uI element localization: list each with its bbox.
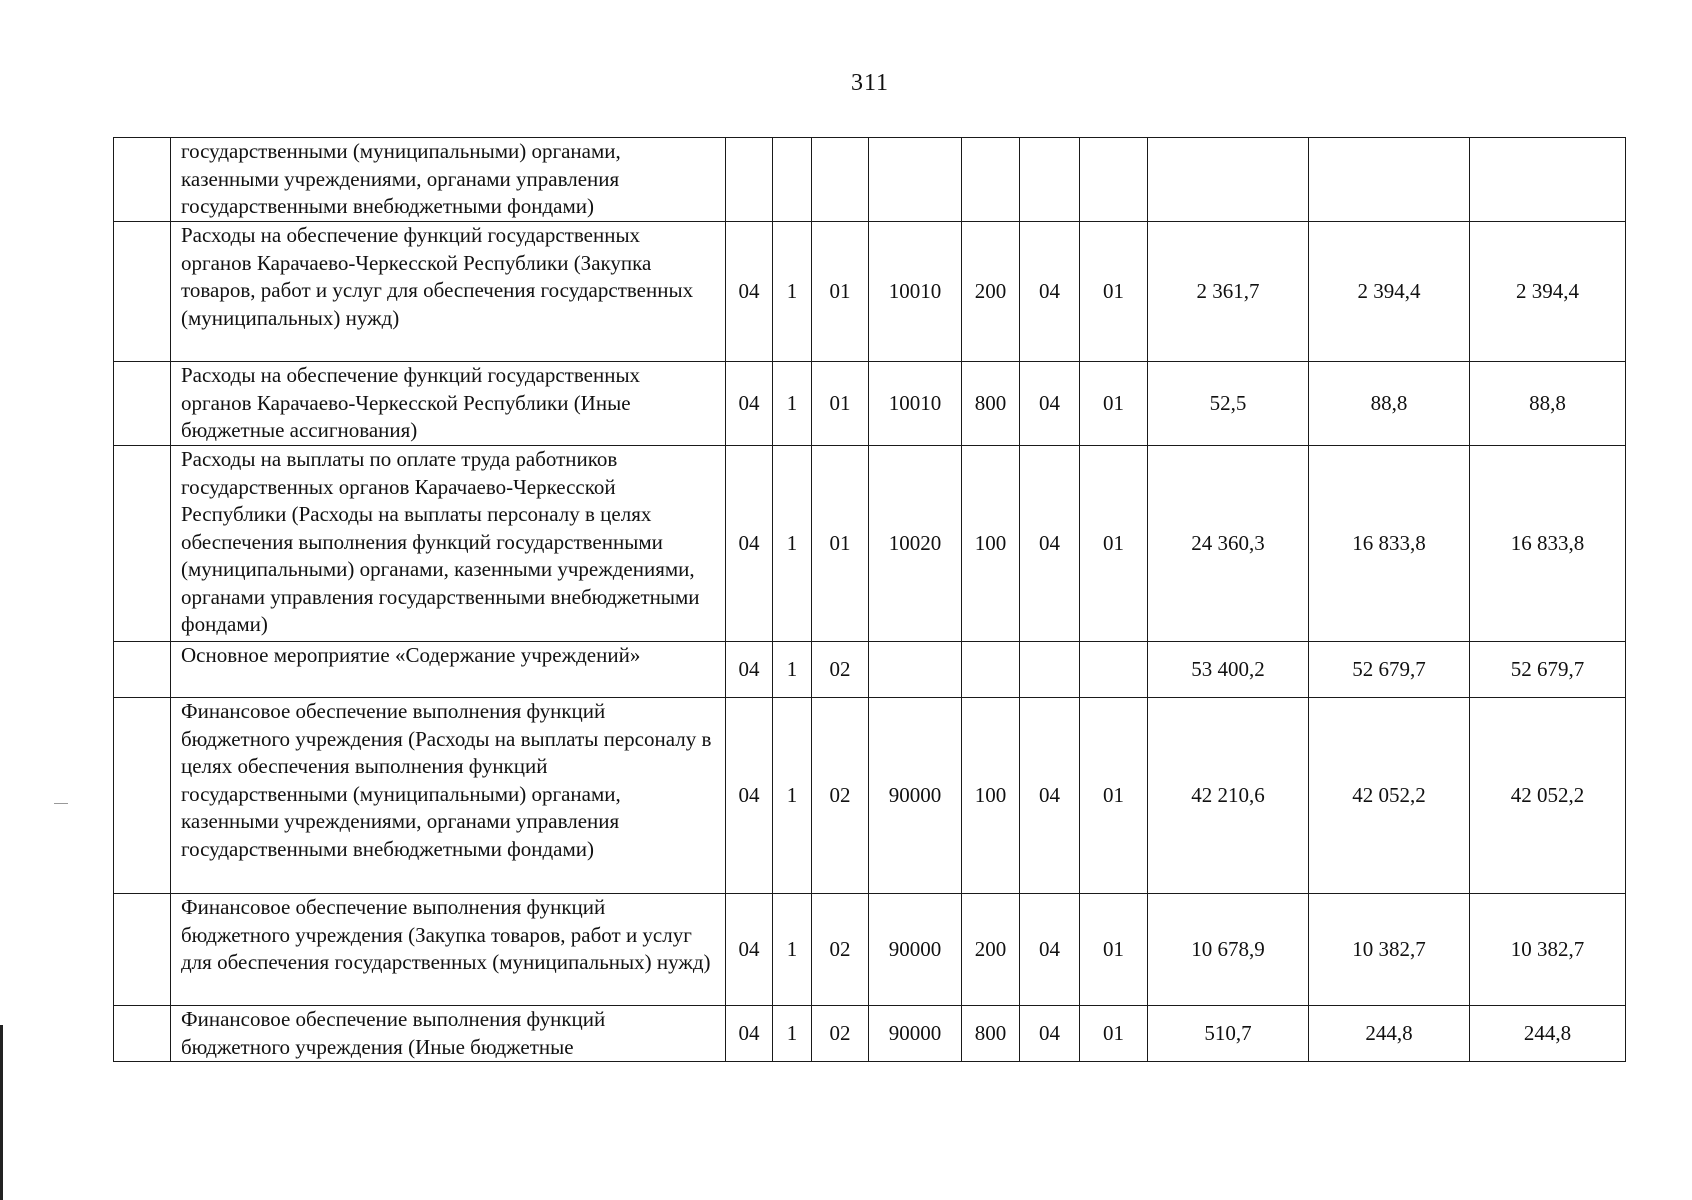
amount-cell [1148, 138, 1309, 222]
code-cell: 10010 [869, 222, 962, 362]
code-cell [773, 138, 812, 222]
code-cell: 90000 [869, 894, 962, 1006]
code-cell: 04 [1020, 894, 1080, 1006]
row-number-cell [114, 1006, 171, 1062]
code-cell [1020, 642, 1080, 698]
code-cell: 1 [773, 1006, 812, 1062]
code-cell [962, 642, 1020, 698]
amount-cell: 88,8 [1470, 362, 1626, 446]
code-cell: 04 [726, 698, 773, 894]
budget-table [113, 137, 1626, 1062]
binding-edge-line [0, 1025, 3, 1200]
code-cell: 01 [812, 222, 869, 362]
row-number-cell [114, 138, 171, 222]
amount-cell: 2 361,7 [1148, 222, 1309, 362]
code-cell: 04 [726, 222, 773, 362]
description-cell: Расходы на выплаты по оплате труда работников государственных органов Карачаево-Черкесской Республики (Расходы на выплаты персоналу в целях обеспечения выполнения функций государственными (муниципальными) органами, казенными учреждениями, органами управления государственными внебюджетными фондами) [171, 446, 726, 642]
code-cell: 02 [812, 894, 869, 1006]
code-cell: 01 [1080, 894, 1148, 1006]
amount-cell: 2 394,4 [1470, 222, 1626, 362]
amount-cell: 510,7 [1148, 1006, 1309, 1062]
amount-cell: 52,5 [1148, 362, 1309, 446]
code-cell: 01 [1080, 698, 1148, 894]
table-row [114, 1006, 1626, 1062]
code-cell: 10020 [869, 446, 962, 642]
table-row [114, 222, 1626, 362]
amount-cell: 10 382,7 [1470, 894, 1626, 1006]
row-number-cell [114, 446, 171, 642]
code-cell: 04 [1020, 222, 1080, 362]
code-cell [869, 642, 962, 698]
code-cell: 04 [726, 894, 773, 1006]
amount-cell: 244,8 [1470, 1006, 1626, 1062]
code-cell: 04 [726, 362, 773, 446]
code-cell: 200 [962, 894, 1020, 1006]
code-cell [962, 138, 1020, 222]
code-cell: 04 [726, 1006, 773, 1062]
code-cell: 90000 [869, 1006, 962, 1062]
code-cell: 04 [726, 642, 773, 698]
description-cell: Финансовое обеспечение выполнения функций бюджетного учреждения (Расходы на выплаты персоналу в целях обеспечения выполнения функций государственными (муниципальными) органами, казенными учреждениями, органами управления государственными внебюджетными фондами) [171, 698, 726, 894]
description-cell: государственными (муниципальными) органами, казенными учреждениями, органами управления государственными внебюджетными фондами) [171, 138, 726, 222]
code-cell: 01 [812, 446, 869, 642]
code-cell: 200 [962, 222, 1020, 362]
row-number-cell [114, 698, 171, 894]
amount-cell: 2 394,4 [1309, 222, 1470, 362]
code-cell: 02 [812, 642, 869, 698]
code-cell: 90000 [869, 698, 962, 894]
table-row [114, 894, 1626, 1006]
code-cell: 1 [773, 698, 812, 894]
code-cell: 01 [1080, 1006, 1148, 1062]
amount-cell: 16 833,8 [1309, 446, 1470, 642]
table-row [114, 698, 1626, 894]
code-cell: 01 [1080, 222, 1148, 362]
code-cell: 100 [962, 698, 1020, 894]
code-cell: 01 [1080, 446, 1148, 642]
code-cell: 04 [1020, 1006, 1080, 1062]
amount-cell: 10 382,7 [1309, 894, 1470, 1006]
code-cell [812, 138, 869, 222]
code-cell: 04 [1020, 698, 1080, 894]
amount-cell: 42 210,6 [1148, 698, 1309, 894]
code-cell: 100 [962, 446, 1020, 642]
amount-cell [1470, 138, 1626, 222]
code-cell: 1 [773, 446, 812, 642]
description-cell: Финансовое обеспечение выполнения функций бюджетного учреждения (Закупка товаров, работ и услуг для обеспечения государственных (муниципальных) нужд) [171, 894, 726, 1006]
row-number-cell [114, 362, 171, 446]
amount-cell: 88,8 [1309, 362, 1470, 446]
row-number-cell [114, 642, 171, 698]
amount-cell: 42 052,2 [1470, 698, 1626, 894]
code-cell: 02 [812, 698, 869, 894]
amount-cell: 52 679,7 [1470, 642, 1626, 698]
code-cell [1080, 138, 1148, 222]
table-row [114, 642, 1626, 698]
code-cell [1020, 138, 1080, 222]
amount-cell: 52 679,7 [1309, 642, 1470, 698]
amount-cell: 42 052,2 [1309, 698, 1470, 894]
amount-cell: 10 678,9 [1148, 894, 1309, 1006]
amount-cell: 24 360,3 [1148, 446, 1309, 642]
code-cell: 04 [1020, 362, 1080, 446]
description-cell: Финансовое обеспечение выполнения функций бюджетного учреждения (Иные бюджетные [171, 1006, 726, 1062]
amount-cell: 53 400,2 [1148, 642, 1309, 698]
code-cell: 800 [962, 362, 1020, 446]
page-number: 311 [850, 70, 890, 96]
table-row [114, 446, 1626, 642]
code-cell [1080, 642, 1148, 698]
code-cell: 800 [962, 1006, 1020, 1062]
code-cell: 01 [1080, 362, 1148, 446]
code-cell: 1 [773, 642, 812, 698]
description-cell: Расходы на обеспечение функций государственных органов Карачаево-Черкесской Республики (Закупка товаров, работ и услуг для обеспечения государственных (муниципальных) нужд) [171, 222, 726, 362]
code-cell [869, 138, 962, 222]
amount-cell [1309, 138, 1470, 222]
description-cell: Расходы на обеспечение функций государственных органов Карачаево-Черкесской Республики (Иные бюджетные ассигнования) [171, 362, 726, 446]
code-cell: 1 [773, 222, 812, 362]
code-cell: 10010 [869, 362, 962, 446]
margin-mark [54, 803, 68, 804]
code-cell: 1 [773, 362, 812, 446]
amount-cell: 244,8 [1309, 1006, 1470, 1062]
table-row [114, 362, 1626, 446]
code-cell: 1 [773, 894, 812, 1006]
row-number-cell [114, 894, 171, 1006]
table-row [114, 138, 1626, 222]
amount-cell: 16 833,8 [1470, 446, 1626, 642]
code-cell [726, 138, 773, 222]
code-cell: 04 [1020, 446, 1080, 642]
row-number-cell [114, 222, 171, 362]
code-cell: 04 [726, 446, 773, 642]
code-cell: 01 [812, 362, 869, 446]
description-cell: Основное мероприятие «Содержание учреждений» [171, 642, 726, 698]
code-cell: 02 [812, 1006, 869, 1062]
